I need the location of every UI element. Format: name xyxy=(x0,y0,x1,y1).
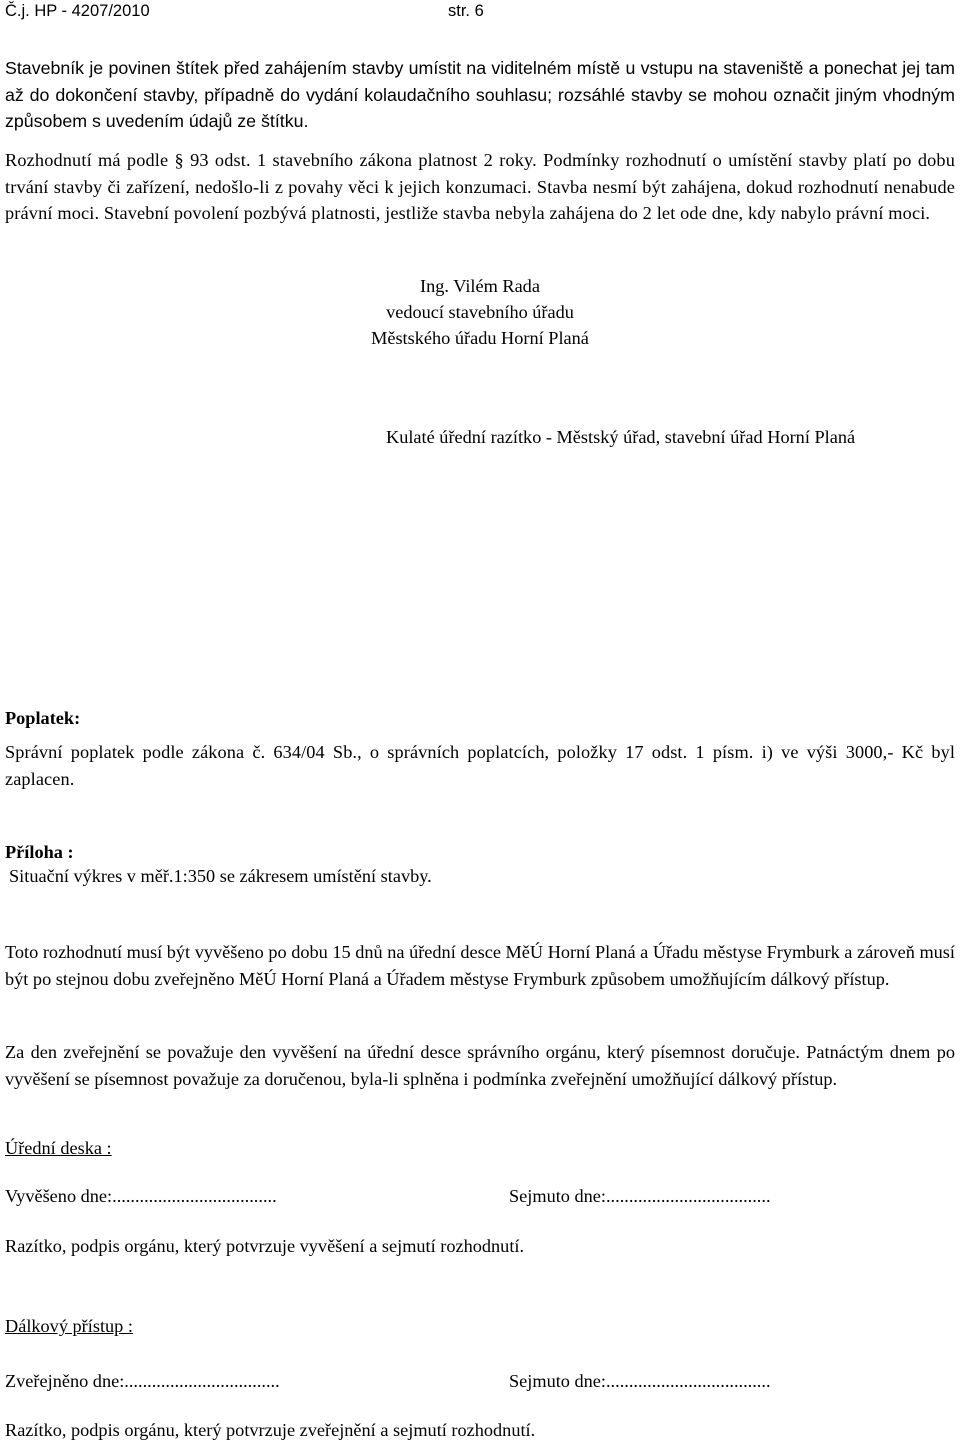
paragraph-delivery: Za den zveřejnění se považuje den vyvěšení na úřední desce správního orgánu, který písemnost doručuje. Patnáctým dnem po vyvěšení se písemnost považuje za doručenou, byla-li splněna i podmínka zveřejnění umožňující dálkový přístup. xyxy=(5,1042,955,1089)
signatory-office: Městského úřadu Horní Planá xyxy=(371,328,589,348)
attachment-text: Situační výkres v měř.1:350 se zákresem umístění stavby. xyxy=(9,866,432,886)
paragraph-posting: Toto rozhodnutí musí být vyvěšeno po dobu 15 dnů na úřední desce MěÚ Horní Planá a Úřadu městyse Frymburk a zároveň musí být po stejnou dobu zveřejněno MěÚ Horní Planá a Úřadem městyse Frymburk způsobem umožňujícím dálkový přístup. xyxy=(5,942,955,989)
notice-board-heading: Úřední deska : xyxy=(5,1138,112,1158)
remote-removed-date-field: Sejmuto dne:.................................... xyxy=(509,1371,771,1391)
published-date-field: Zveřejněno dne:.................................. xyxy=(5,1371,280,1391)
page-number: str. 6 xyxy=(448,2,484,20)
removed-date-field: Sejmuto dne:.................................... xyxy=(509,1186,771,1206)
attachment-heading: Příloha : xyxy=(5,842,74,862)
remote-access-stamp-line: Razítko, podpis orgánu, který potvrzuje zveřejnění a sejmutí rozhodnutí. xyxy=(5,1420,536,1440)
paragraph-site-sign: Stavebník je povinen štítek před zahájením stavby umístit na viditelném místě u vstupu na staveniště a ponechat jej tam až do dokončení stavby, případně do vydání kolaudačního souhlasu; rozsáhlé stavby se mohou označit jiným vhodným způsobem s uvedením údajů ze štítku. xyxy=(5,58,955,131)
fee-heading: Poplatek: xyxy=(5,708,81,728)
notice-board-stamp-line: Razítko, podpis orgánu, který potvrzuje vyvěšení a sejmutí rozhodnutí. xyxy=(5,1236,525,1256)
signatory-role: vedoucí stavebního úřadu xyxy=(386,302,574,322)
paragraph-validity: Rozhodnutí má podle § 93 odst. 1 stavebního zákona platnost 2 roky. Podmínky rozhodnutí o umístění stavby platí po dobu trvání stavby či zařízení, nedošlo-li z povahy věci k jejich konzumaci. Stavba nesmí být zahájena, dokud rozhodnutí nenabude právní moci. Stavební povolení pozbývá platnosti, jestliže stavba nebyla zahájena do 2 let ode dne, kdy nabylo právní moci. xyxy=(5,150,955,223)
posted-date-field: Vyvěšeno dne:.................................... xyxy=(5,1186,277,1206)
remote-access-heading: Dálkový přístup : xyxy=(5,1316,133,1336)
document-reference: Č.j. HP - 4207/2010 xyxy=(5,2,150,20)
stamp-note: Kulaté úřední razítko - Městský úřad, stavební úřad Horní Planá xyxy=(386,427,856,447)
signatory-name: Ing. Vilém Rada xyxy=(420,276,540,296)
fee-text: Správní poplatek podle zákona č. 634/04 Sb., o správních poplatcích, položky 17 odst. 1 písm. i) ve výši 3000,- Kč byl zaplacen. xyxy=(5,742,955,789)
